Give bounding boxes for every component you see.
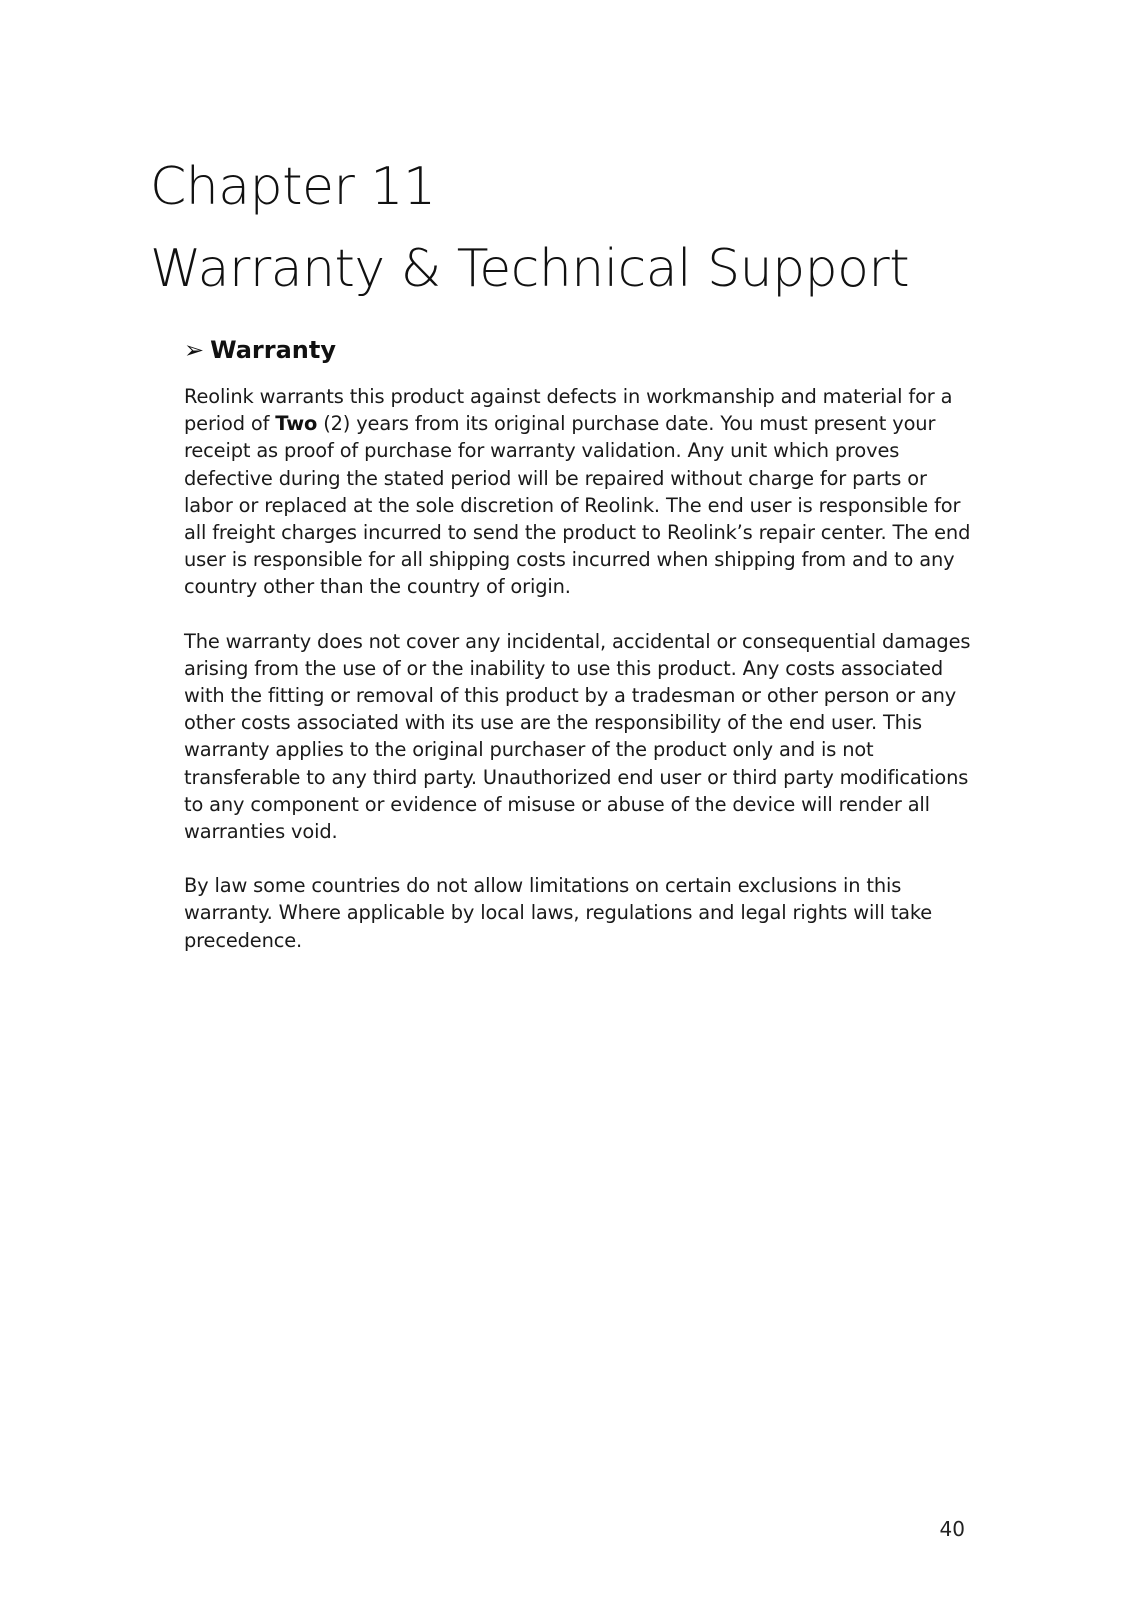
warranty-paragraph-1 <box>184 383 974 601</box>
paragraph-1-text-start: Reolink warrants this product against defects in workmanship and material for a period of <box>184 385 953 436</box>
section-heading <box>184 333 974 367</box>
chapter-heading <box>150 146 909 310</box>
warranty-period-bold: Two <box>275 412 318 436</box>
paragraph-1-text-end: (2) years from its original purchase date. You must present your receipt as proof of purchase for warranty validation. Any unit which proves defective during the stated period will be repaired without charge for parts or labor or replaced at the sole discretion of Reolink. The end user is responsible for all freight charges incurred to send the product to Reolink’s repair center. The end user is responsible for all shipping costs incurred when shipping from and to any country other than the country of origin. <box>184 412 971 599</box>
chapter-title: Warranty & Technical Support <box>150 239 910 299</box>
warranty-paragraph-2: The warranty does not cover any incidental, accidental or consequential damages arising from the use of or the inability to use this product. Any costs associated with the fitting or removal of this product by a tradesman or other person or any other costs associated with its use are the responsibility of the end user. This warranty applies to the original purchaser of the product only and is not transferable to any third party. Unauthorized end user or third party modifications to any component or evidence of misuse or abuse of the device will render all warranties void. <box>184 629 971 844</box>
arrowhead-right-icon: ➢ <box>184 336 205 364</box>
section-heading-text: Warranty <box>210 336 336 364</box>
page-number: 40 <box>939 1517 965 1541</box>
warranty-section <box>184 333 974 981</box>
chapter-label: Chapter 11 <box>150 157 436 217</box>
warranty-paragraph-3: By law some countries do not allow limitations on certain exclusions in this warranty. Where applicable by local laws, regulations and legal rights will take precedence. <box>184 874 933 952</box>
